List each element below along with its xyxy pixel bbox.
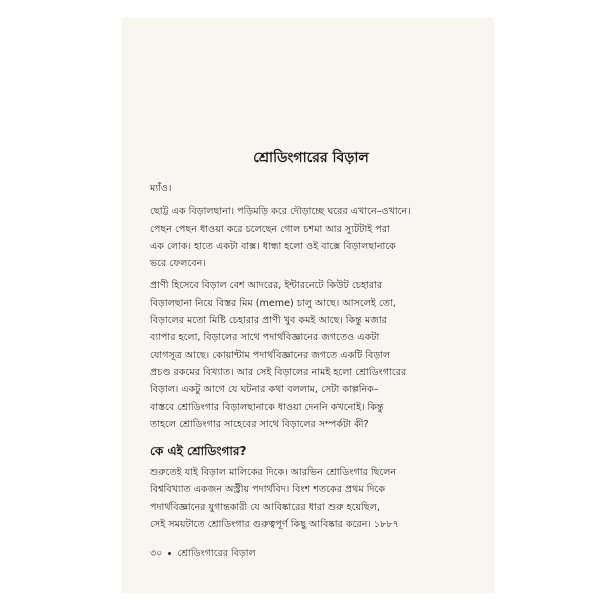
paragraph-line: সেই সময়টাতে শ্রোডিংগার গুরুত্বপূর্ণ কিছু আবিষ্কার করেন। ১৮৮৭	[150, 519, 399, 531]
paragraph-line: শুরুতেই যাই বিড়াল মালিকের দিকে। আরভিন শ্রোডিংগার ছিলেন	[150, 467, 397, 479]
paragraph-line: বিড়ালের মতো মিষ্টি চেহারার প্রাণী খুব কমই আছে। কিন্তু মজার	[150, 315, 387, 327]
paragraph-line: পদার্থবিজ্ঞানের যুগান্তকারী যে আবিষ্কারের ধারা শুরু হয়েছিল,	[150, 501, 380, 513]
paragraph-line: বিড়াল। একটু আগে যে ঘটনার কথা বললাম, সেটা কাল্পনিক–	[150, 384, 379, 396]
paragraph-line: যোগসূত্র আছে। কোয়ান্টাম পদার্থবিজ্ঞানের জগতে একটি বিড়াল	[150, 349, 391, 361]
paragraph-line: ভরে ফেলবেন।	[150, 258, 206, 270]
paragraph-line: পেছন পেছন ধাওয়া করে চলেছেন গোল চশমা আর স্যুটটাই পরা	[150, 223, 390, 235]
paragraph-line: বিশ্ববিখ্যাত একজন অস্ট্রীয় পদার্থবিদ। বিংশ শতকের প্রথম দিকে	[150, 484, 386, 496]
paragraph-line: বাস্তবে শ্রোডিংগার বিড়ালছানাকে ধাওয়া দেননি কখনোই। কিন্তু	[150, 401, 384, 413]
bullet-separator	[168, 552, 171, 555]
paragraph-3	[150, 277, 472, 433]
paragraph-line: প্রচণ্ড রকমের বিখ্যাত। আর সেই বিড়ালের নামই হলো শ্রোডিংগারের	[150, 366, 407, 378]
paragraph-line: ম্যাঁও।	[150, 183, 172, 194]
page-content	[150, 148, 472, 538]
page-number: ৩০	[150, 548, 163, 559]
paragraph-line: বিড়ালছানা নিয়ে বিস্তর মিম (meme) চালু আছে। আসলেই তো,	[150, 297, 396, 309]
paragraph-4	[150, 464, 472, 533]
chapter-title: শ্রোডিংগারের বিড়াল	[253, 150, 369, 166]
paragraph-2	[150, 203, 472, 272]
paragraph-line: প্রাণী হিসেবে বিড়াল বেশ আদরের, ইন্টারনেটে কিউট চেহারার	[150, 280, 383, 292]
section-heading: কে এই শ্রোডিংগার?	[150, 444, 247, 459]
paragraph-line: ছোট্ট এক বিড়ালছানা। পড়িমড়ি করে দৌড়াচ্ছে ঘরের এখানে–ওখানে।	[150, 206, 411, 218]
paragraph-line: তাহলে শ্রোডিংগার সাহেবের সাথে বিড়ালের সম্পর্কটা কী?	[150, 418, 369, 430]
paragraph-line: ব্যাপার হলো, বিড়ালের সাথে পদার্থবিজ্ঞানের জগতেও একটা	[150, 332, 380, 344]
paragraph-line: এক লোক। হাতে একটা বাক্স। ধান্ধা হলো ওই বাক্সে বিড়ালছানাকে	[150, 240, 396, 252]
running-title: শ্রোডিংগারের বিড়াল	[177, 548, 256, 559]
page-footer	[150, 547, 256, 562]
paragraph-1	[150, 180, 472, 197]
